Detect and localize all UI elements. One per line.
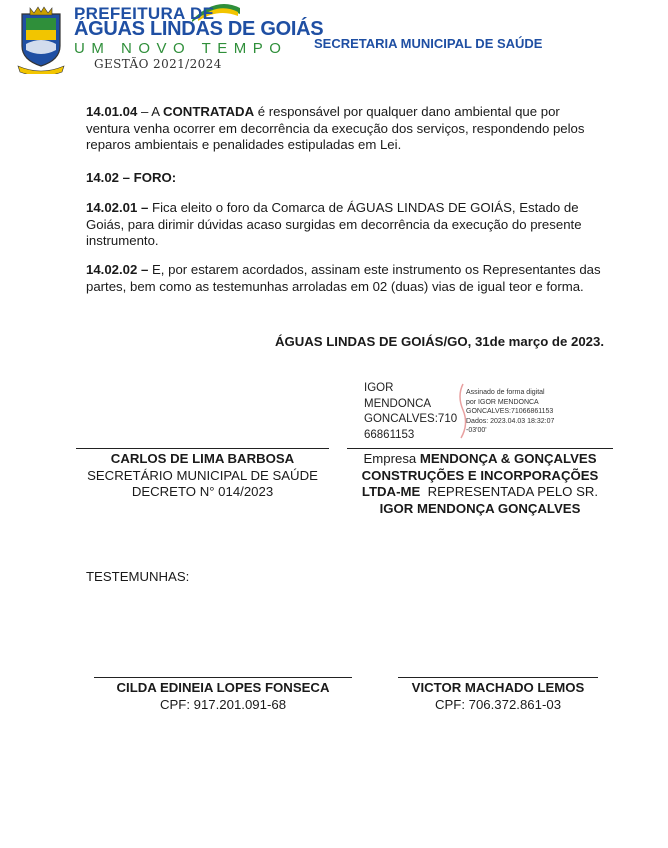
signatory-right: [347, 451, 613, 517]
signatory-right-person: IGOR MENDONÇA GONÇALVES: [379, 500, 581, 516]
signatory-left-decree: DECRETO N° 014/2023: [131, 484, 274, 499]
clause-14-01-04: [86, 104, 606, 154]
digital-signature-note: [466, 388, 554, 436]
logo-city-name: ÁGUAS LINDAS DE GOIÁS: [74, 18, 324, 40]
digital-signature-note-line: -03'00': [466, 427, 487, 434]
digital-signature-name: [364, 381, 457, 443]
company-suffix: LTDA-ME: [361, 484, 421, 499]
clause-number: 14.02.01 –: [86, 200, 149, 215]
digital-signature-name-line: 66861153: [364, 428, 415, 441]
clause-number: 14.02.02 –: [86, 262, 149, 277]
witness-2-cpf: CPF: 706.372.861-03: [434, 696, 562, 712]
signatory-left-name: CARLOS DE LIMA BARBOSA: [110, 451, 295, 466]
department-heading: SECRETARIA MUNICIPAL DE SAÚDE: [314, 36, 543, 51]
witness-2: [390, 680, 606, 713]
logo-slogan: UM NOVO TEMPO: [74, 40, 288, 57]
municipal-crest-icon: [16, 6, 66, 74]
witness-line-1: [94, 677, 352, 678]
section-title: [86, 170, 606, 187]
clause-text: Fica eleito o foro da Comarca de ÁGUAS LINDAS DE GOIÁS, Estado de Goiás, para dirimir dúvidas acaso surgidas em decorrência da execução do presente instrumento.: [86, 200, 582, 248]
signatory-left-role: SECRETÁRIO MUNICIPAL DE SAÚDE: [87, 467, 318, 483]
company-name: MENDONÇA & GONÇALVES: [419, 451, 597, 466]
logo-term: GESTÃO 2021/2024: [94, 57, 222, 71]
witnesses-label: TESTEMUNHAS:: [86, 569, 190, 584]
digital-signature-name-line: IGOR: [364, 382, 394, 394]
clause-14-02-01: [86, 200, 606, 250]
clause-text: é responsável por qualquer dano ambiental que por ventura venha ocorrer em decorrência da execução dos serviços, respondendo pelos reparos ambientais e penalidades estipuladas em Lei.: [86, 104, 585, 152]
representative-text: REPRESENTADA PELO SR.: [420, 484, 599, 499]
signatory-right-company-line1: [347, 451, 613, 468]
clause-text: – A: [137, 104, 164, 119]
clause-14-02-02: [86, 262, 606, 295]
company-prefix: Empresa: [363, 451, 420, 466]
signature-line-right: [347, 448, 613, 449]
digital-signature-note-line: Assinado de forma digital: [466, 389, 545, 396]
signatory-left: [76, 451, 329, 501]
witness-line-2: [398, 677, 598, 678]
witness-2-name: VICTOR MACHADO LEMOS: [411, 680, 585, 695]
digital-signature-note-line: Dados: 2023.04.03 18:32:07: [466, 417, 555, 425]
place-date-line: ÁGUAS LINDAS DE GOIÁS/GO, 31de março de 2023.: [274, 334, 604, 349]
witness-1: [94, 680, 352, 713]
digital-signature-name-line: GONCALVES:710: [364, 413, 458, 425]
clause-number: 14.01.04: [86, 104, 138, 119]
contratada-term: CONTRATADA: [163, 104, 255, 119]
signatory-right-company-line2: CONSTRUÇÕES E INCORPORAÇÕES: [361, 467, 599, 483]
witness-1-cpf: CPF: 917.201.091-68: [159, 696, 287, 712]
digital-signature-note-line: GONCALVES:71066861153: [466, 408, 554, 415]
digital-signature-note-line: por IGOR MENDONCA: [466, 398, 539, 406]
section-title-text: 14.02 – FORO:: [86, 170, 177, 185]
digital-signature-name-line: MENDONCA: [364, 397, 432, 410]
witness-1-name: CILDA EDINEIA LOPES FONSECA: [116, 680, 330, 695]
clause-text: E, por estarem acordados, assinam este instrumento os Representantes das partes, bem como as testemunhas arroladas em 02 (duas) vias de igual teor e forma.: [86, 262, 601, 294]
logo-title: PREFEITURA DE: [74, 4, 215, 23]
signature-line-left: [76, 448, 329, 449]
signatory-right-company-line3: [347, 484, 613, 501]
